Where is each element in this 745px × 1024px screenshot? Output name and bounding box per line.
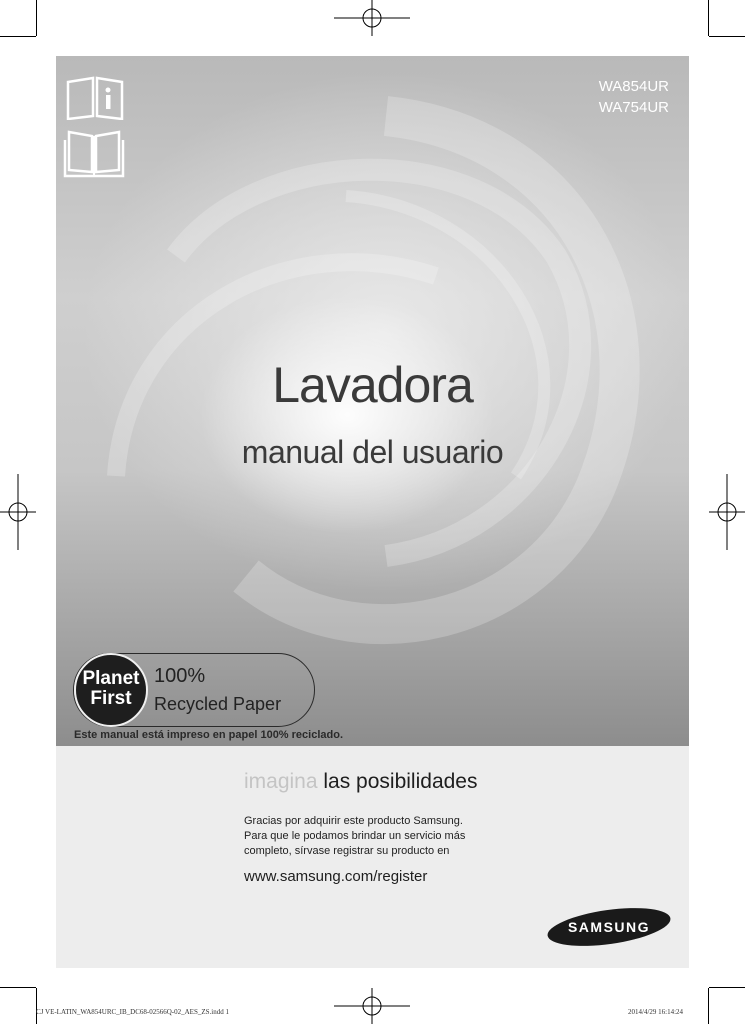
model-numbers (599, 76, 669, 118)
samsung-logo (546, 906, 672, 948)
crop-mark (36, 988, 37, 1024)
crop-mark (709, 987, 745, 988)
tagline-light: imagina (244, 770, 318, 793)
cover-panel (56, 56, 689, 746)
registration-mark-top (334, 0, 410, 36)
registration-section (56, 746, 689, 968)
crop-mark (0, 36, 36, 37)
badge-line-1: Planet (82, 668, 140, 689)
tagline-dark: las posibilidades (317, 770, 478, 793)
registration-mark-bottom (334, 988, 410, 1024)
registration-mark-left (0, 474, 36, 550)
footer-file-info: CJ VE-LATIN_WA854URC_IB_DC68-02566Q-02_AES_ZS.indd 1 (36, 1008, 229, 1016)
recycled-paper-badge (73, 653, 315, 727)
thanks-line: Para que le podamos brindar un servicio más (244, 830, 466, 842)
crop-mark (36, 0, 37, 36)
register-link[interactable]: www.samsung.com/register (244, 868, 428, 885)
thanks-line: Gracias por adquirir este producto Samsung. (244, 815, 463, 827)
model-number: WA754UR (598, 99, 669, 116)
crop-mark (708, 0, 709, 36)
crop-mark (708, 988, 709, 1024)
thanks-line: completo, sírvase registrar su producto en (244, 845, 450, 857)
open-book-icon (63, 128, 125, 178)
badge-line-2: First (90, 688, 132, 709)
footer-date: 2014/4/29 16:14:24 (628, 1008, 684, 1016)
tagline (244, 770, 477, 794)
model-number: WA854UR (598, 78, 669, 95)
thanks-text (244, 814, 465, 859)
logo-text: SAMSUNG (567, 919, 651, 935)
page-title: Lavadora (272, 357, 473, 413)
crop-mark (709, 36, 745, 37)
recycled-note: Este manual está impreso en papel 100% reciclado. (74, 729, 344, 741)
page-subtitle: manual del usuario (241, 434, 504, 470)
info-manual-icon (66, 76, 124, 120)
registration-mark-right (709, 474, 745, 550)
crop-mark (0, 987, 36, 988)
badge-percent: 100% (154, 665, 206, 687)
planet-first-icon (74, 653, 148, 727)
badge-paper-label: Recycled Paper (154, 694, 282, 714)
